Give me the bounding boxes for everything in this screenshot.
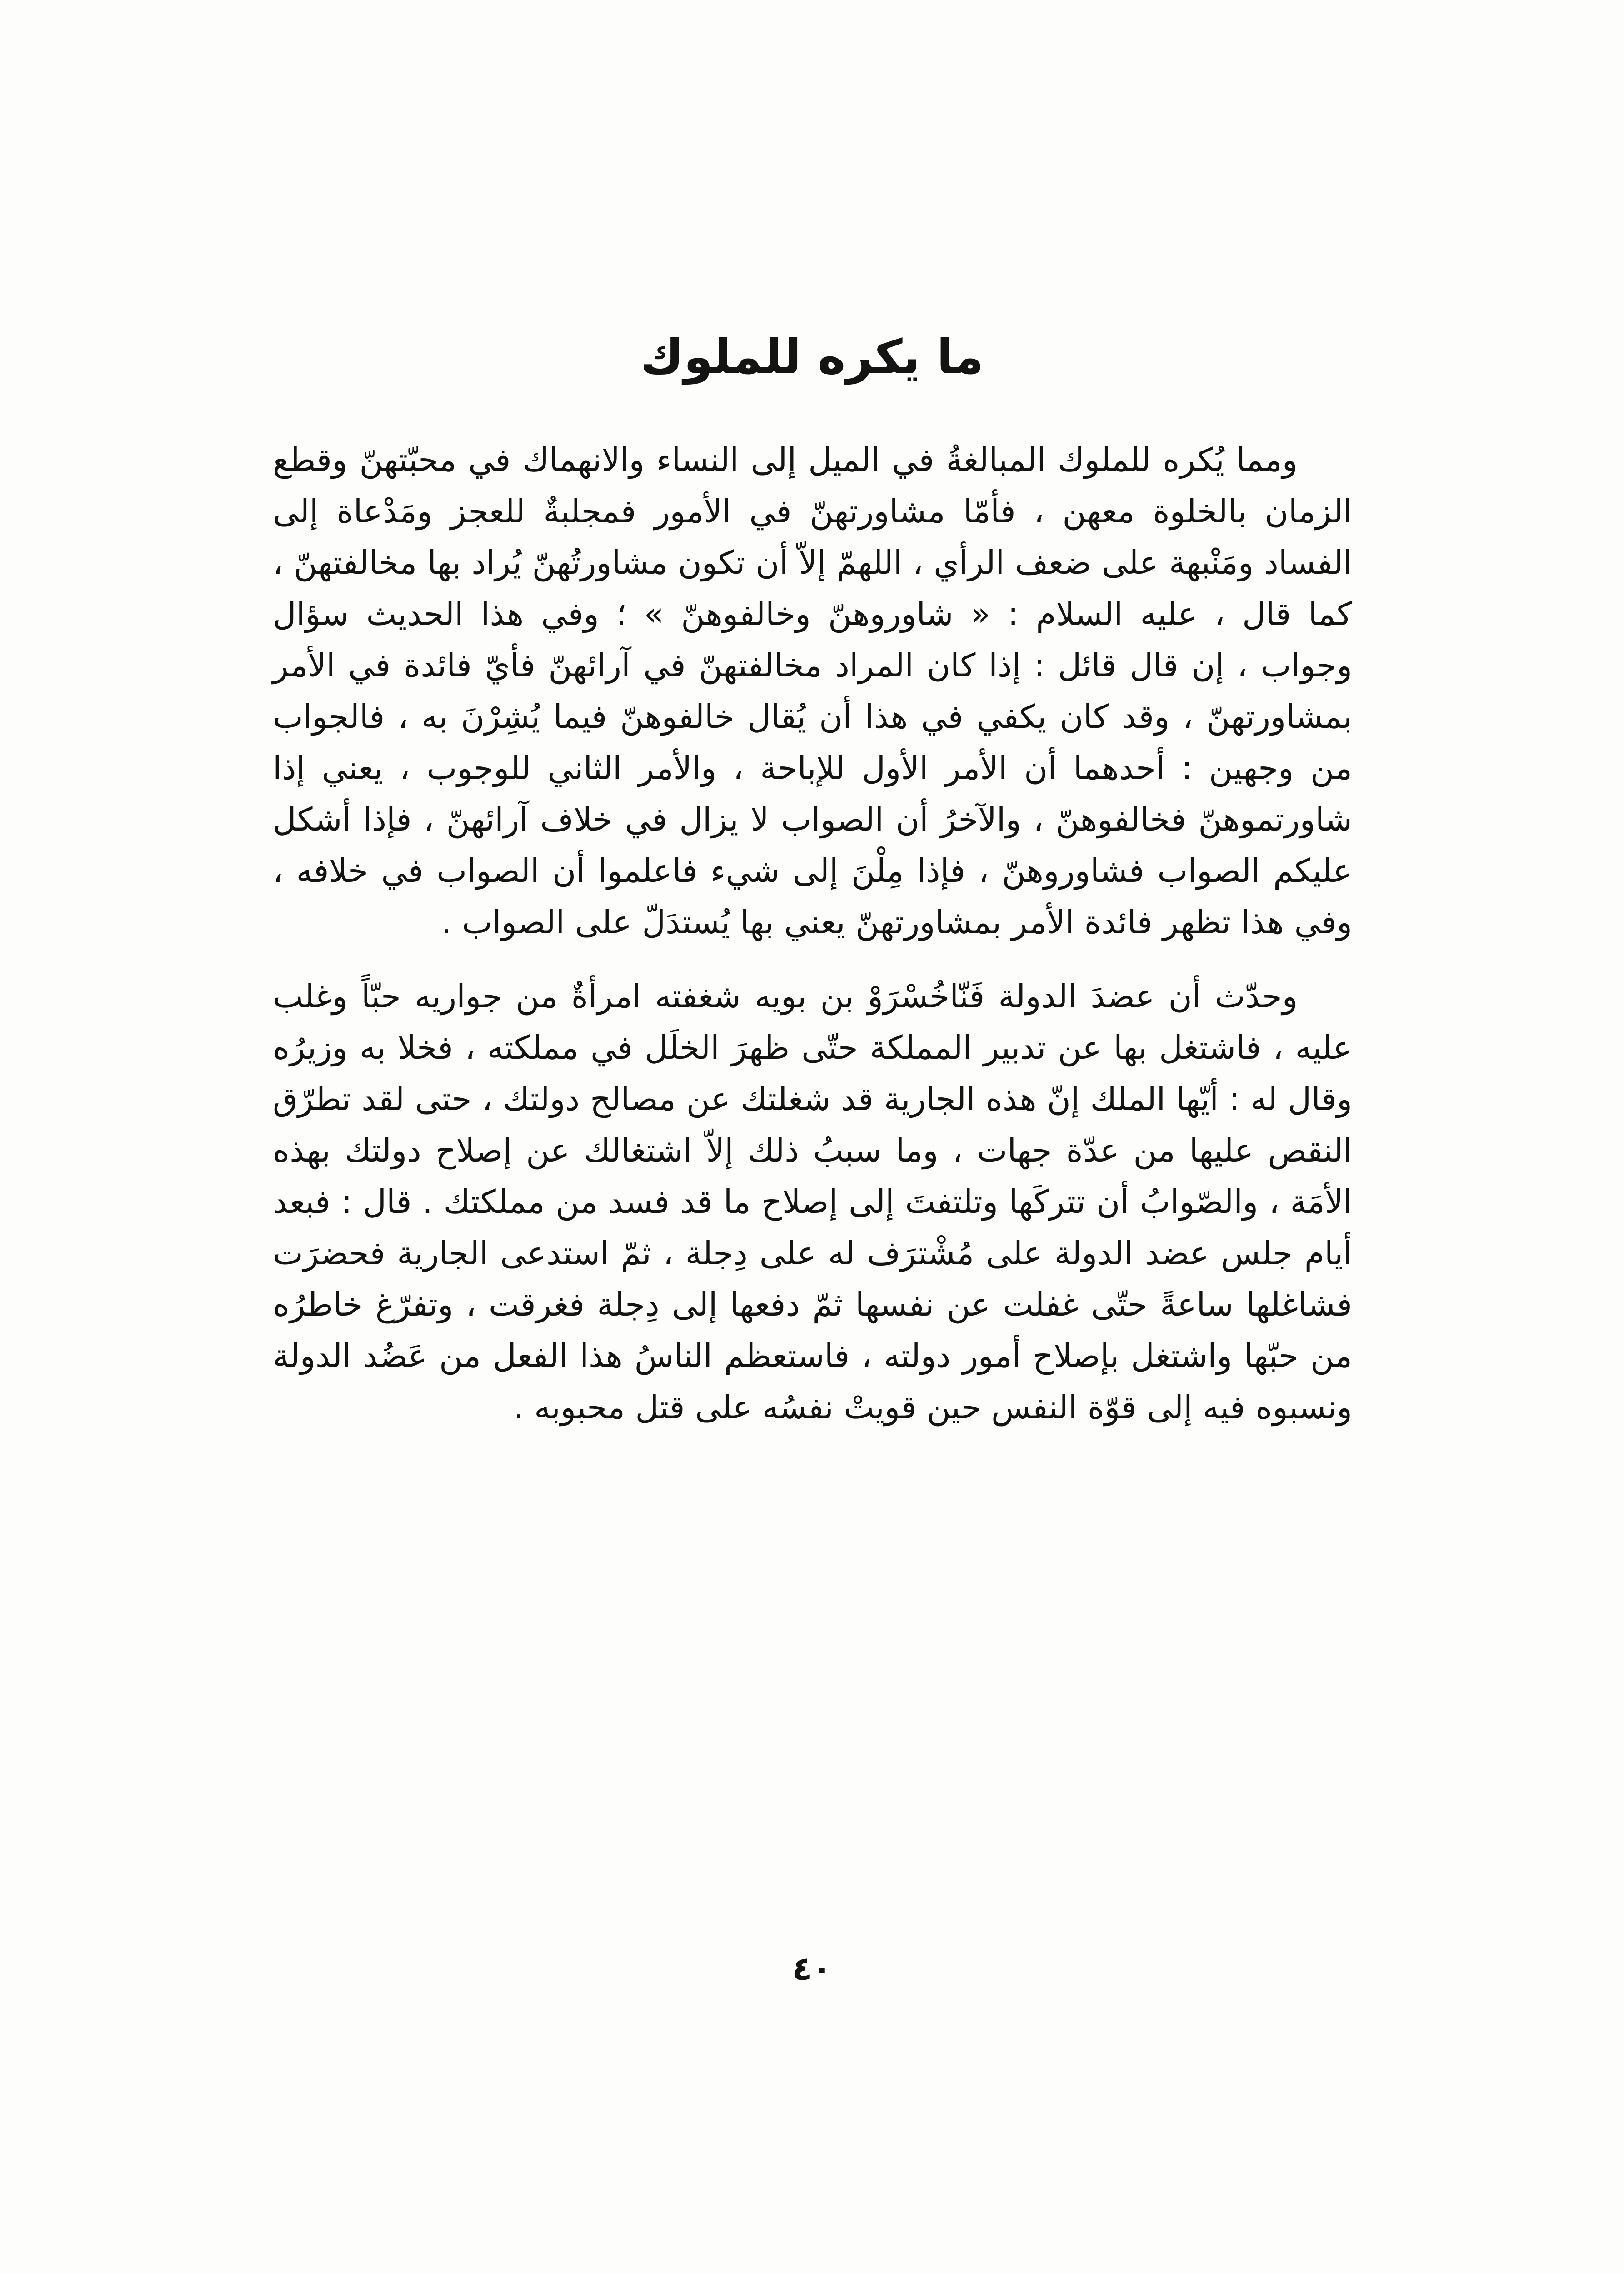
page-number: ٤٠: [792, 1949, 832, 1988]
body-text: [273, 434, 1352, 1433]
paragraph-1: ومما يُكره للملوك المبالغةُ في الميل إلى النساء والانهماك في محبّتهنّ وقطع الزمان بالخلوة معهن ، فأمّا مشاورتهنّ في الأمور فمجلبةٌ للعجز ومَدْعاة إلى الفساد ومَنْبهة على ضعف الرأي ، اللهمّ إلاّ أن تكون مشاورتُهنّ يُراد بها مخالفتهنّ ، كما قال ، عليه السلام : « شاوروهنّ وخالفوهنّ » ؛ وفي هذا الحديث سؤال وجواب ، إن قال قائل : إذا كان المراد مخالفتهنّ في آرائهنّ فأيّ فائدة في الأمر بمشاورتهنّ ، وقد كان يكفي في هذا أن يُقال خالفوهنّ فيما يُشِرْنَ به ، فالجواب من وجهين : أحدهما أن الأمر الأول للإباحة ، والأمر الثاني للوجوب ، يعني إذا شاورتموهنّ فخالفوهنّ ، والآخرُ أن الصواب لا يزال في خلاف آرائهنّ ، فإذا أشكل عليكم الصواب فشاوروهنّ ، فإذا مِلْنَ إلى شيء فاعلموا أن الصواب في خلافه ، وفي هذا تظهر فائدة الأمر بمشاورتهنّ يعني بها يُستدَلّ على الصواب .: [273, 441, 1352, 941]
chapter-title: ما يكره للملوك: [640, 329, 984, 385]
paragraph-2: وحدّث أن عضدَ الدولة فَنّاخُسْرَوْ بن بويه شغفته امرأةٌ من جواريه حبّاً وغلب عليه ، فاشتغل بها عن تدبير المملكة حتّى ظهرَ الخلَل في مملكته ، فخلا به وزيرُه وقال له : أيّها الملك إنّ هذه الجارية قد شغلتك عن مصالح دولتك ، حتى لقد تطرّق النقص عليها من عدّة جهات ، وما سببُ ذلك إلاّ اشتغالك عن إصلاح دولتك بهذه الأمَة ، والصّوابُ أن تتركَها وتلتفتَ إلى إصلاح ما قد فسد من مملكتك . قال : فبعد أيام جلس عضد الدولة على مُشْترَف له على دِجلة ، ثمّ استدعى الجارية فحضرَت فشاغلها ساعةً حتّى غفلت عن نفسها ثمّ دفعها إلى دِجلة فغرقت ، وتفرّغ خاطرُه من حبّها واشتغل بإصلاح أمور دولته ، فاستعظم الناسُ هذا الفعل من عَضُد الدولة ونسبوه فيه إلى قوّة النفس حين قويتْ نفسُه على قتل محبوبه .: [273, 977, 1352, 1426]
